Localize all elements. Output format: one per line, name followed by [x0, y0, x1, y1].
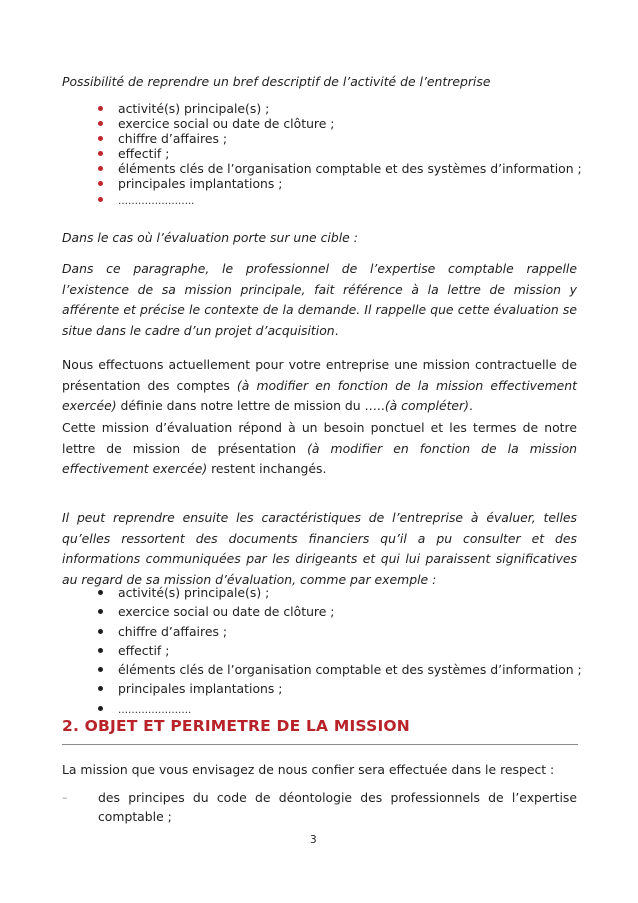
bullet-icon: [98, 121, 103, 126]
section-heading: 2. OBJET ET PERIMETRE DE LA MISSION: [62, 717, 410, 735]
bullet-icon: [98, 106, 103, 111]
list-item: exercice social ou date de clôture ;: [97, 602, 577, 621]
section-divider: [62, 744, 578, 745]
bullet-icon: [98, 197, 103, 202]
list-item: éléments clés de l’organisation comptable et des systèmes d’information ;: [97, 660, 577, 679]
list-item: exercice social ou date de clôture ;: [97, 116, 577, 131]
list-item: activité(s) principale(s) ;: [97, 583, 577, 602]
list-item: chiffre d’affaires ;: [97, 622, 577, 641]
list-item: effectif ;: [97, 146, 577, 161]
intro-descriptif-text: Possibilité de reprendre un bref descriptif de l’activité de l’entreprise: [62, 74, 491, 89]
bullet-icon: [98, 648, 103, 653]
dash-bullet-icon: –: [62, 791, 68, 804]
bullet-icon: [98, 136, 103, 141]
list-item: chiffre d’affaires ;: [97, 131, 577, 146]
section-intro-text: La mission que vous envisagez de nous confier sera effectuée dans le respect :: [62, 762, 555, 777]
bullet-list-caracteristiques: [97, 583, 582, 720]
caracteristiques-paragraph: Il peut reprendre ensuite les caractéristiques de l’entreprise à évaluer, telles qu’elles ressortent des documents financiers qu’il a pu consulter et des informations communiquées par les dirigeants et qui lui paraissent significatives au regard de sa mission d’évaluation, comme par exemple :: [62, 510, 577, 587]
bullet-icon: [98, 706, 103, 711]
mission-paragraph-2: Cette mission d’évaluation répond à un besoin ponctuel et les termes de notre lettre de mission de présentation (à modifier en fonction de la mission effectivement exercée) restent inchangés.: [62, 420, 577, 476]
bullet-icon: [98, 609, 103, 614]
bullet-icon: [98, 667, 103, 672]
mission-paragraph-1: Nous effectuons actuellement pour votre entreprise une mission contractuelle de présentation des comptes (à modifier en fonction de la mission effectivement exercée) définie dans notre lettre de mission du …..(à compléter).: [62, 357, 577, 413]
bullet-list-descriptif: [97, 101, 582, 209]
page-number: 3: [310, 834, 317, 846]
dash-list-item: – des principes du code de déontologie des professionnels de l’expertise comptable ;: [62, 790, 577, 824]
bullet-icon: [98, 166, 103, 171]
list-item: ………………….: [97, 699, 577, 720]
list-item: principales implantations ;: [97, 176, 577, 191]
cible-heading: Dans le cas où l’évaluation porte sur une cible :: [62, 230, 358, 245]
bullet-icon: [98, 590, 103, 595]
cible-paragraph: Dans ce paragraphe, le professionnel de l’expertise comptable rappelle l’existence de sa mission principale, fait référence à la lettre de mission y afférente et précise le contexte de la demande. Il rappelle que cette évaluation se situe dans le cadre d’un projet d’acquisition.: [62, 261, 577, 338]
list-item: principales implantations ;: [97, 679, 577, 698]
bullet-icon: [98, 629, 103, 634]
list-item: …………………..: [97, 192, 577, 209]
list-item: effectif ;: [97, 641, 577, 660]
bullet-icon: [98, 151, 103, 156]
list-item: activité(s) principale(s) ;: [97, 101, 577, 116]
list-item: éléments clés de l’organisation comptable et des systèmes d’information ;: [97, 161, 577, 176]
bullet-icon: [98, 686, 103, 691]
bullet-icon: [98, 181, 103, 186]
